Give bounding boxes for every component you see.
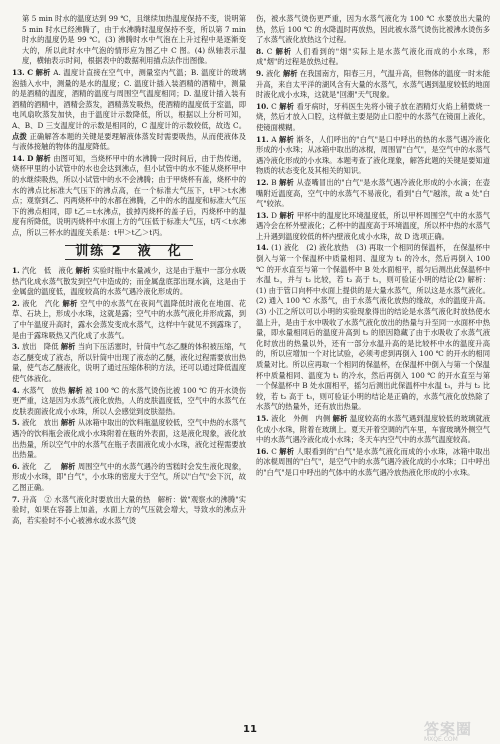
- question-14: [12, 154, 246, 239]
- right-column: [256, 14, 490, 480]
- answer-item: [12, 299, 246, 341]
- analysis-text: 看牙病时，牙科医生先将小镜子放在酒精灯火焰上稍微烧一烧，然后才放入口腔，这样做主要是防止口腔中的水蒸气在镜面上液化，使镜面模糊。: [256, 101, 490, 132]
- watermark-text: 答案圈: [424, 720, 473, 738]
- analysis-label: 解析: [60, 418, 76, 428]
- item-answer: C: [266, 46, 273, 56]
- analysis-label: 解析: [332, 413, 348, 423]
- question-number: 14.: [12, 153, 25, 163]
- analysis-text: 甲杯中的温度比环境温度低，所以甲杯周围空气中的水蒸气遇冷会在杯外壁液化；乙杯中的温度高于环境温度，所以杯中热的水蒸气上升遇到温度较低的杯内壁液化成小水珠，故 D 选项正确。: [256, 210, 491, 241]
- item-number: 9.: [256, 68, 264, 78]
- item-number: 3.: [12, 342, 20, 352]
- item-answer: 液化: [265, 68, 281, 78]
- analysis-label: 解析: [279, 177, 295, 187]
- analysis-text: 人们看到的"烟"实际上是水蒸气液化而成的小水珠，形成"烟"的过程是放热过程。: [256, 46, 490, 67]
- item-answer: 液化 汽化: [22, 298, 60, 308]
- analysis-label: 解析: [279, 210, 295, 220]
- analysis-label: 解析: [68, 385, 83, 395]
- item-number: 16.: [256, 446, 269, 456]
- item-number: 4.: [12, 385, 20, 395]
- continuation-text: 第 5 min 时水的温度达到 99 ℃，且继续加热温度保持不变，说明第 5 min 时水已经沸腾了，由于水沸腾时温度保持不变，所以第 7 min 时水的温度仍是 99 ℃。(3) 沸腾时水中气泡在上升过程中是逐渐变大的，所以此时水中气泡的情形应为图乙中 C 图。(4) 纵轴表示温度，横轴表示时间，根据表中的数据利用描点法作出图像。: [22, 14, 246, 66]
- analysis-text: 水蒸气液化时要放出大量的热 解析：做"观察水的沸腾"实验时，如果在容器上加盖，水面上方的气压就会增大，导致水的沸点升高，若实验时不小心被沸水或水蒸气烫: [12, 494, 247, 525]
- analysis-text: A. 温度计直接在空气中，测量室内气温；B. 温度计的玻璃泡插入水中，测量的是水的温度；C. 温度计插入装酒精的酒精中，测量的是酒精的温度，酒精的温度与周围空气温度相同；D. 温度计插入装有酒精的酒精中，酒精会蒸发，酒精蒸发吸热，使酒精的温度低于室温，即电风扇吹蒸发加快，由于温度计示数降低，所以，根据以上分析可知，A、B、D 三支温度计的示数是相同的，C 温度计的示数较低，故选 C。: [12, 67, 246, 130]
- item-answer: (1) 液化 (2) 液化放热 (3) 再取一个相同的保温杯，: [271, 243, 451, 253]
- item-answer: 汽化 低 液化: [21, 266, 74, 276]
- analysis-label: 解析: [275, 46, 292, 56]
- left-column: [12, 14, 246, 527]
- item-answer: B: [271, 177, 277, 187]
- item-number: 6.: [12, 461, 20, 471]
- answer-item: [256, 414, 490, 446]
- analysis-text: 实验时瓶中水量减少，这是由于瓶中一部分水吸热汽化成水蒸气散发到空气中造成的；而金属盘底部出现水滴，这是由于金属盘的温度低，温度较高的水蒸气遇冷液化形成的。: [12, 266, 247, 297]
- analysis-text: 周围空气中的水蒸气遇冷的雪糕时会发生液化现象，形成小水珠，即"白气"，小水珠的密度大于空气，所以"白气"会下沉，故乙图正确。: [12, 461, 247, 492]
- watermark-url: MXQE.COM: [424, 736, 458, 743]
- item-number: 15.: [256, 413, 269, 423]
- answer-item: [256, 243, 490, 413]
- analysis-label: 解析: [35, 153, 51, 163]
- analysis-label: 解析: [62, 298, 78, 308]
- analysis-label: 解析: [60, 342, 76, 352]
- answer-item: [256, 135, 490, 177]
- analysis-label: 解析: [282, 68, 298, 78]
- page-number: 11: [243, 724, 257, 735]
- analysis-label: 解析: [279, 101, 295, 111]
- answer-item: [256, 447, 490, 479]
- question-13: [12, 68, 246, 153]
- item-number: 1.: [12, 266, 20, 276]
- item-number: 11.: [256, 134, 269, 144]
- analysis-label: 解析: [35, 67, 51, 77]
- item-answer: A: [271, 134, 277, 144]
- answer-item: [12, 462, 246, 494]
- item-number: 12.: [256, 177, 269, 187]
- item-answer: 液化 放出: [21, 418, 59, 428]
- right-answer-list: [256, 47, 490, 479]
- answer-item: [12, 386, 246, 418]
- item-answer: 液化 外侧 内侧: [271, 413, 331, 423]
- answer-item: [256, 211, 490, 243]
- continuation-text: 伤，被水蒸气烫伤更严重，因为水蒸气液化为 100 ℃ 水要放出大量的热，然后 100 ℃ 的水降温时再放热，因此被水蒸气烫伤比被沸水烫伤多了水蒸气液化放热这个过程。: [256, 14, 490, 45]
- analysis-text: 在我国南方，阳春三月，气温升高，但物体的温度一时未能升高，来自太平洋的湖风含有大量的水蒸气，水蒸气遇到温度较低的地面时液化成小水珠，这就是"回潮"天气现象。: [256, 68, 491, 100]
- item-number: 8.: [256, 46, 264, 56]
- item-answer: C: [271, 446, 277, 456]
- answer-letter: C: [27, 67, 34, 77]
- analysis-text: 空气中的水蒸气在夜间气温降低时液化在地面、花草、石块上，形成小水珠，这就是露；空气中的水蒸气液化并形成露，到了中午温度升高时，露水会蒸发变成水蒸气，这样中午就见不到露珠了，是由于露珠吸热又汽化成了水蒸气。: [12, 298, 247, 340]
- answer-item: [256, 102, 490, 134]
- section-title: 训练 2 液 化: [65, 245, 193, 260]
- answer-item: [12, 342, 246, 384]
- analysis-text: 当向下压活塞时，针筒中气态乙醚的体积被压缩，气态乙醚变成了液态，所以针筒中出现了液态的乙醚，液化过程需要放出热量，使气态乙醚液化，说明了通过压缩体积的方法，还可以通过降低温度使气体液化。: [12, 342, 247, 383]
- analysis-text: 由图可知，当烧杯甲中的水沸腾一段时间后，由于热传递，烧杯甲里的小试管中的水也会达到沸点，但小试管中的水不能从烧杯甲中的水继续吸热，所以小试管中的水不会沸腾；由于甲烧杯有盖，烧杯中的水的沸点比标准大气压下的沸点高，在一个标准大气压下，t甲＞t水沸点；观察到乙、丙两烧杯中的水都在沸腾，乙中的水的温度和标准大气压下的沸点相同，即 t乙＝t水沸点，拔掉丙烧杯的盖子后，丙烧杯中的温度有所降低，说明丙烧杯中水面上方的气压低于标准大气压，t丙＜t水沸点，所以三杯水的温度关系是：t甲＞t乙＞t丙。: [12, 153, 247, 237]
- watermark-logo: [424, 718, 494, 743]
- answer-letter: D: [27, 153, 34, 163]
- answer-item: [256, 69, 490, 101]
- analysis-label: 解析: [60, 461, 76, 471]
- answer-item: [12, 418, 246, 460]
- answer-item: [12, 266, 246, 298]
- answer-item: [12, 495, 246, 527]
- tip-label: 点拨: [12, 131, 27, 141]
- item-answer: 放出 降低: [21, 342, 59, 352]
- analysis-text: 被 100 ℃ 的水蒸气烫伤比被 100 ℃ 的开水烫伤更严重，这是因为水蒸气液化放热，人的皮肤温度低，空气中的水蒸气在皮肤表面液化成小水珠，所以人会感觉到皮肤湿热。: [12, 385, 246, 416]
- item-number: 13.: [256, 210, 269, 220]
- analysis-label: 解析: [278, 134, 294, 144]
- tip-text: 正确解答本题的关键是要理解液体蒸发时需要吸热，从而使液体及与液体接触的物体的温度降低。: [12, 131, 246, 152]
- item-answer: D: [271, 210, 278, 220]
- analysis-text: 人眼看到的"白气"是水蒸气液化而成的小水珠，冰箱中取出的冰棍周围的"白气"，是空气中的水蒸气遇冷液化成的小水珠；口中呼出的"白气"是口中呼出的气体中的水蒸气遇冷放热液化形成的小水珠。: [256, 446, 490, 477]
- analysis-label: 解析: [75, 266, 91, 276]
- item-answer: 液化 乙: [21, 461, 59, 471]
- item-answer: C: [271, 101, 277, 111]
- item-answer: 升高 ②: [22, 494, 52, 504]
- analysis-text: 渐冬，人们呼出的"白气"是口中呼出的热的水蒸气遇冷液化形成的小水珠；从冰箱中取出的冰棍，周围冒"白气"，是空气中的水蒸气遇冷液化形成的小水珠。本题考查了液化现象，解答此题的关键是要知道物质的状态变化及其相关的知识。: [256, 134, 490, 176]
- analysis-text: 温度较高的水蒸气遇到温度较低的玻璃就液化成小水珠，附着在玻璃上。夏天开着空调的汽车里，车窗玻璃外侧空气中的水蒸气遇冷液化成小水珠；冬天车内空气中的水蒸气温度较高。: [256, 413, 491, 445]
- left-answer-list: [12, 266, 246, 526]
- item-number: 10.: [256, 101, 269, 111]
- answer-item: [256, 178, 490, 210]
- question-number: 13.: [12, 67, 25, 77]
- item-answer: 水蒸气 放热: [21, 385, 66, 395]
- analysis-text: 从壶嘴冒出的"白气"是水蒸气遇冷液化形成的小水滴；在壶嘴附近温度高，空气中的水蒸气不易液化，看到"白气"越浓，故 a 处"白气"较浓。: [256, 177, 491, 209]
- answer-item: [256, 47, 490, 68]
- item-number: 14.: [256, 243, 269, 253]
- item-number: 2.: [12, 298, 20, 308]
- analysis-text: 在保温杯中倒入与第一个保温杯中质量相同、温度为 t₁ 的冷水，然后再倒入 100 ℃ 的开水直至与第一个保温杯中 B 处水面相平，摇匀后测出此保温杯中水温 t₂，并与 t₂ 比较，若 t₂ 高于 t₁，则可验证小明的结论(2) 解析：(1) 由于管口向杯中水面上提供的是大量水蒸气，所以这是水蒸气液化。(2) 通入 100 ℃ 水蒸气，由于水蒸气液化放热的缘故，水的温度升高。(3) 小江之所以可以小明的实验现象得出的结论是水蒸气液化时放热使水温上升，是由于水中吸收了水蒸气液化放出的热量与升至同一水面杯中热量，即水量相同后的温度升高到 t₂ 的原因隐藏了由于水吸收了水蒸气液化时放出的热量以外，还有一部分水温升高的是比较杯中水的温度升高的，所以应增加一个对比试验，必须考虑到再倒入 100 ℃ 的开水的相同质量对比。所以应再取一个相同的保温杯，在保温杯中倒入与第一个保温杯中质量相同、温度为 t₁ 的冷水，然后再倒入 100 ℃ 的开水直至与第一个保温杯中 B 处水面相平，摇匀后测出此保温杯中水温 t₃，并与 t₂ 比较，若 t₂ 高于 t₃，则可验证小明的结论是正确的，水蒸气液化放热除了水蒸气的热量外，还有放出热量。: [256, 243, 491, 412]
- section-heading: [12, 245, 246, 260]
- analysis-label: 解析: [279, 446, 295, 456]
- item-number: 5.: [12, 418, 20, 428]
- item-number: 7.: [12, 494, 20, 504]
- analysis-text: 从冰箱中取出的饮料瓶温度较低，空气中热的水蒸气遇冷的饮料瓶会液化成小水珠附着在瓶的外表面，这是液化现象，液化放出热量，所以空气中的水蒸气在瓶子表面液化成小水珠，液化过程需要放出热量。: [12, 418, 247, 460]
